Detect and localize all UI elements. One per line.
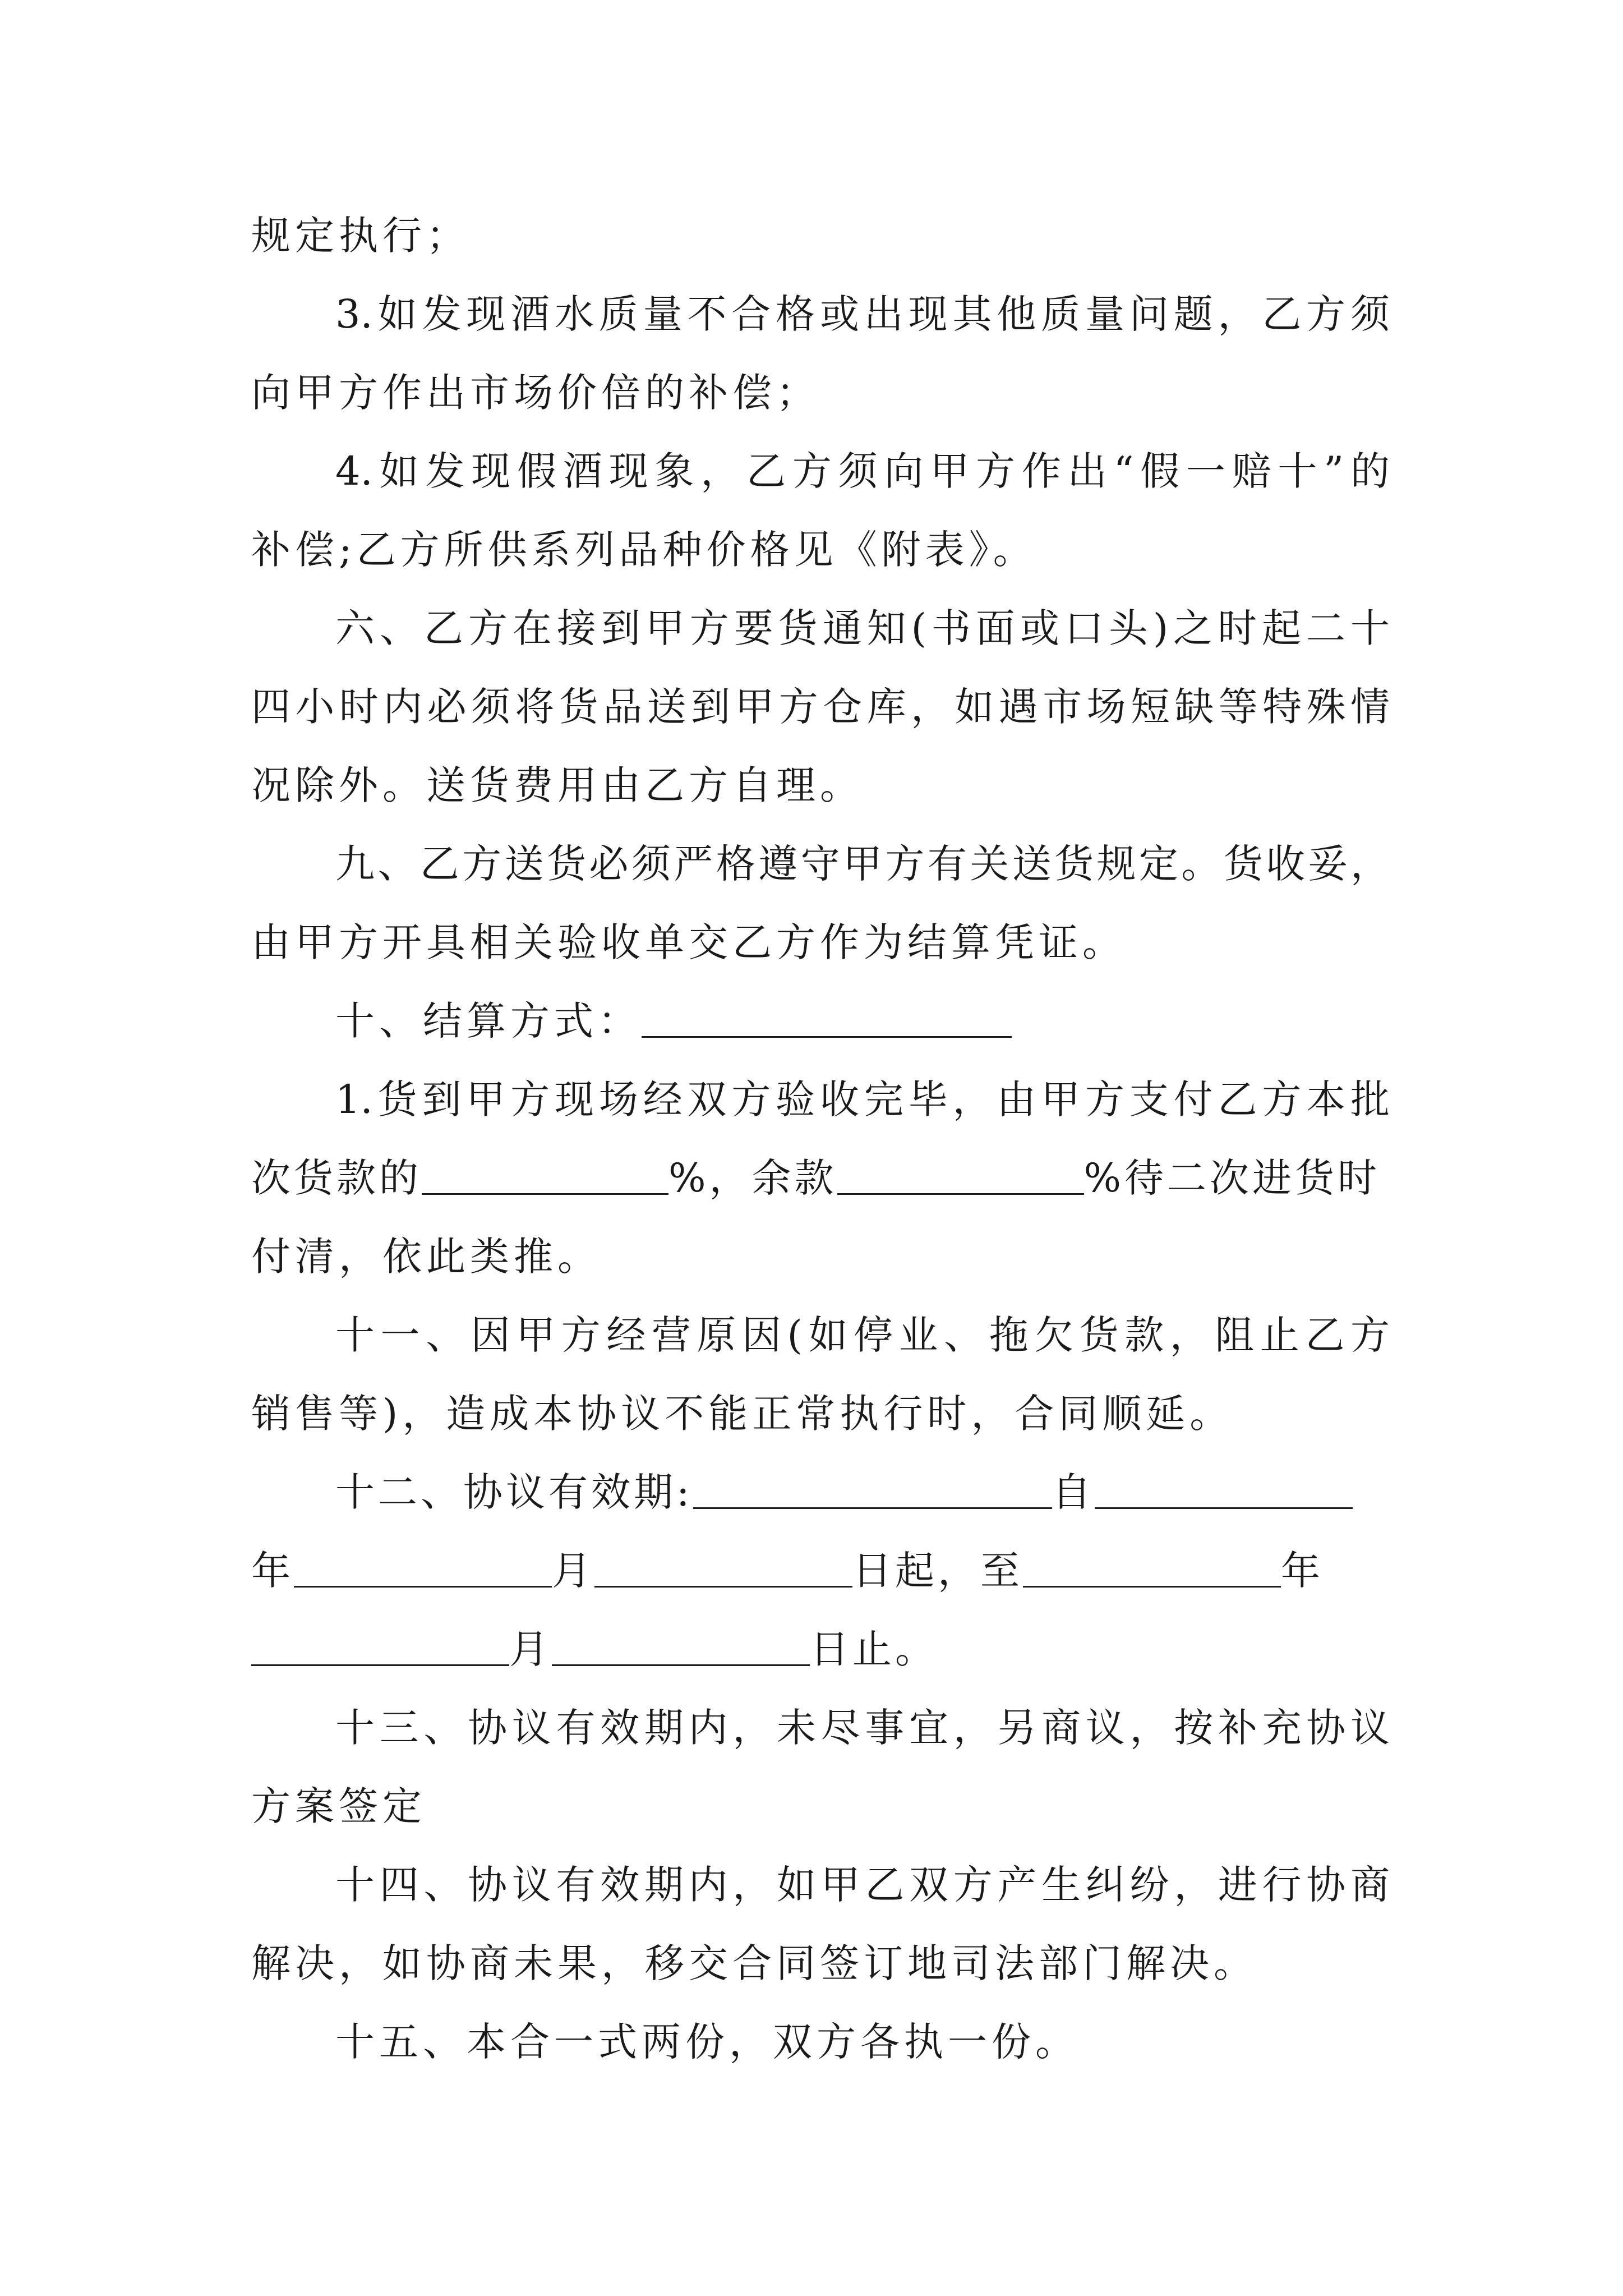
- line-text: 十五、本合一式两份，双方各执一份。: [335, 2019, 1079, 2065]
- line-text: 付清，依此类推。: [251, 1234, 601, 1280]
- text-line: [251, 673, 1390, 740]
- clause-15-line: [335, 2008, 1390, 2076]
- clause-9-line: [335, 830, 1390, 898]
- end-day-blank[interactable]: [552, 1625, 810, 1666]
- end-year-blank[interactable]: [1023, 1547, 1281, 1588]
- validity-period-blank[interactable]: [693, 1468, 1052, 1509]
- clause-10-1-line: [335, 1066, 1390, 1133]
- line-text: 次货款的: [251, 1155, 422, 1201]
- text-line: [251, 359, 1390, 426]
- text-line: [251, 1223, 1390, 1290]
- settlement-method-blank[interactable]: [642, 997, 1012, 1038]
- end-month-blank[interactable]: [251, 1625, 509, 1666]
- line-text: %，余款: [668, 1155, 837, 1201]
- line-text: 规定执行；: [251, 213, 470, 259]
- line-text: 销售等)，造成本协议不能正常执行时，合同顺延。: [251, 1391, 1234, 1437]
- line-text: 十四、协议有效期内，如甲乙双方产生纠纷，进行协商: [335, 1862, 1390, 1908]
- line-text: 六、乙方在接到甲方要货通知(书面或口头)之时起二十: [335, 605, 1390, 651]
- clause-12-line: [335, 1458, 1390, 1526]
- line-text: 解决，如协商未果，移交合同签订地司法部门解决。: [251, 1940, 1257, 1986]
- line-text: 4.如发现假酒现象，乙方须向甲方作出“假一赔十”的: [335, 448, 1390, 494]
- text-line: [251, 1380, 1390, 1447]
- line-text: 十二、协议有效期:: [335, 1469, 693, 1515]
- first-payment-percent-blank[interactable]: [422, 1154, 668, 1195]
- line-text: %待二次进货时: [1083, 1155, 1381, 1201]
- line-text: 向甲方作出市场价倍的补偿；: [251, 370, 820, 416]
- line-text: 日起，至: [852, 1548, 1023, 1594]
- line-text: 月: [509, 1626, 552, 1672]
- line-text: 补偿;乙方所供系列品种价格见《附表》。: [251, 527, 1037, 573]
- text-line: [251, 752, 1390, 819]
- line-text: 月: [552, 1548, 594, 1594]
- text-line: [251, 909, 1390, 976]
- line-text: 十、结算方式：: [335, 998, 642, 1044]
- text-line: [251, 1773, 1390, 1840]
- text-line: [251, 1537, 1390, 1604]
- line-text: 日止。: [810, 1626, 938, 1672]
- line-text: 四小时内必须将货品送到甲方仓库，如遇市场短缺等特殊情: [251, 684, 1390, 730]
- line-text: 十一、因甲方经营原因(如停业、拖欠货款，阻止乙方: [335, 1312, 1390, 1358]
- line-text: 1.货到甲方现场经双方验收完毕，由甲方支付乙方本批: [335, 1076, 1390, 1122]
- start-day-blank[interactable]: [594, 1547, 852, 1588]
- line-text: 自: [1052, 1469, 1095, 1515]
- clause-14-line: [335, 1851, 1390, 1918]
- clause-5-3-line: [335, 280, 1390, 348]
- text-line: [251, 1930, 1390, 1997]
- line-text: 年: [251, 1548, 294, 1594]
- clause-6-line: [335, 595, 1390, 662]
- clause-10-line: [335, 987, 1390, 1055]
- text-line: [251, 1616, 1390, 1683]
- balance-percent-blank[interactable]: [837, 1154, 1084, 1195]
- line-text: 方案签定: [251, 1783, 426, 1829]
- text-line: [251, 202, 1390, 269]
- start-year-blank[interactable]: [1095, 1468, 1353, 1509]
- clause-11-line: [335, 1301, 1390, 1369]
- line-text: 年: [1281, 1548, 1324, 1594]
- start-month-blank[interactable]: [294, 1547, 552, 1588]
- clause-13-line: [335, 1694, 1390, 1761]
- clause-5-4-line: [335, 438, 1390, 505]
- text-line: [251, 1144, 1390, 1212]
- line-text: 由甲方开具相关验收单交乙方作为结算凭证。: [251, 919, 1126, 965]
- line-text: 况除外。送货费用由乙方自理。: [251, 762, 864, 808]
- text-line: [251, 516, 1390, 583]
- line-text: 九、乙方送货必须严格遵守甲方有关送货规定。货收妥，: [335, 841, 1390, 887]
- line-text: 十三、协议有效期内，未尽事宜，另商议，按补充协议: [335, 1705, 1390, 1751]
- line-text: 3.如发现酒水质量不合格或出现其他质量问题，乙方须: [335, 291, 1390, 337]
